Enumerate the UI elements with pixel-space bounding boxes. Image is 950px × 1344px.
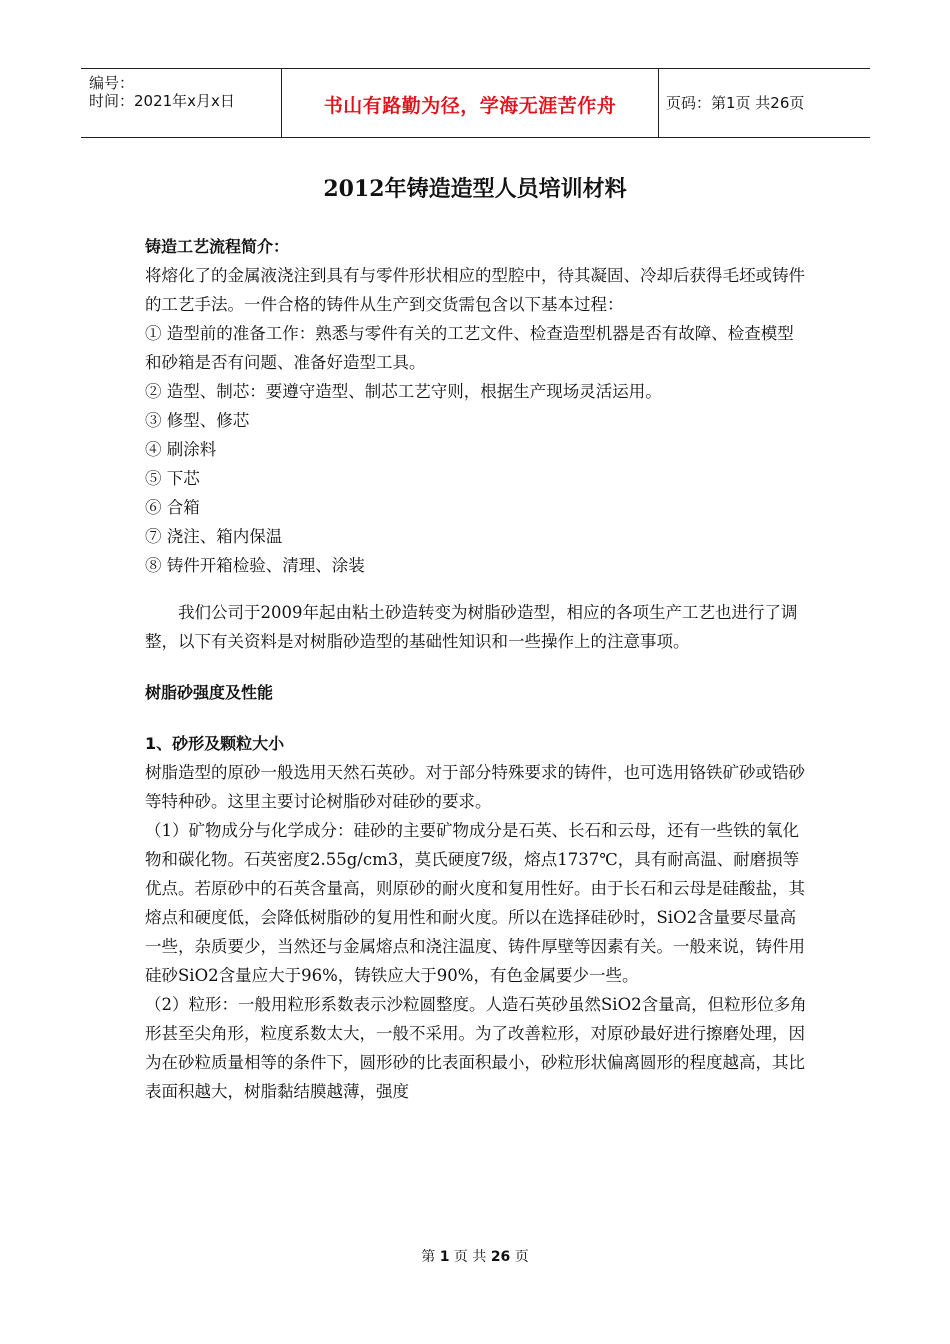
sub-heading-sand-shape: 1、砂形及颗粒大小 xyxy=(145,734,285,753)
time-label: 时间：2021年x月x日 xyxy=(89,92,235,110)
header-motto-cell xyxy=(281,69,659,137)
process-step: ② 造型、制芯：要遵守造型、制芯工艺守则，根据生产现场灵活运用。 xyxy=(145,382,662,401)
process-step: ⑥ 合箱 xyxy=(145,498,200,517)
process-step: ① 造型前的准备工作：熟悉与零件有关的工艺文件、检查造型机器是否有故障、检查模型和砂箱是否有问题、准备好造型工具。 xyxy=(145,324,794,372)
process-step: ⑤ 下芯 xyxy=(145,469,200,488)
number-label: 编号： xyxy=(89,74,135,92)
footer-prefix: 第 xyxy=(421,1249,436,1265)
footer-suffix: 页 xyxy=(514,1249,529,1265)
process-step: ⑦ 浇注、箱内保温 xyxy=(145,527,283,546)
document-header xyxy=(81,68,870,138)
page-footer xyxy=(0,1246,950,1266)
document-body xyxy=(145,232,807,1106)
document-title: 2012年铸造造型人员培训材料 xyxy=(323,176,627,202)
footer-total-pages: 26 xyxy=(490,1249,511,1265)
section-heading-resin-sand: 树脂砂强度及性能 xyxy=(145,683,274,702)
process-step: ③ 修型、修芯 xyxy=(145,411,250,430)
spacer xyxy=(145,580,807,598)
company-note-paragraph: 我们公司于2009年起由粘土砂造转变为树脂砂造型，相应的各项生产工艺也进行了调整，以下有关资料是对树脂砂造型的基础性知识和一些操作上的注意事项。 xyxy=(145,603,798,651)
body-paragraph: （1）矿物成分与化学成分：硅砂的主要矿物成分是石英、长石和云母，还有一些铁的氧化物和碳化物。石英密度2.55g/cm3，莫氏硬度7级，熔点1737℃，具有耐高温、耐磨损等优点。若原砂中的石英含量高，则原砂的耐火度和复用性好。由于长石和云母是硅酸盐，其熔点和硬度低，会降低树脂砂的复用性和耐火度。所以在选择硅砂时，SiO2含量要尽量高一些，杂质要少，当然还与金属熔点和浇注温度、铸件厚壁等因素有关。一般来说，铸件用硅砂SiO2含量应大于96%，铸铁应大于90%，有色金属要少一些。 xyxy=(145,821,805,985)
section-heading-process: 铸造工艺流程简介： xyxy=(145,237,290,256)
header-page-cell xyxy=(658,69,870,137)
footer-middle: 页 共 xyxy=(453,1249,487,1265)
page-info: 页码：第1页 共26页 xyxy=(666,94,805,112)
spacer xyxy=(145,707,807,729)
body-paragraph: 树脂造型的原砂一般选用天然石英砂。对于部分特殊要求的铸件，也可选用铬铁矿砂或锆砂等特种砂。这里主要讨论树脂砂对硅砂的要求。 xyxy=(145,763,805,811)
process-step: ④ 刷涂料 xyxy=(145,440,217,459)
process-intro-paragraph: 将熔化了的金属液浇注到具有与零件形状相应的型腔中，待其凝固、冷却后获得毛坯或铸件的工艺手法。一件合格的铸件从生产到交货需包含以下基本过程： xyxy=(145,266,805,314)
footer-page-number: 1 xyxy=(439,1249,450,1265)
spacer xyxy=(145,656,807,678)
header-left-cell xyxy=(81,69,281,137)
body-paragraph: （2）粒形：一般用粒形系数表示沙粒圆整度。人造石英砂虽然SiO2含量高，但粒形位多角形甚至尖角形，粒度系数太大，一般不采用。为了改善粒形，对原砂最好进行擦磨处理，因为在砂粒质量相等的条件下，圆形砂的比表面积最小，砂粒形状偏离圆形的程度越高，其比表面积越大，树脂黏结膜越薄，强度 xyxy=(145,995,807,1101)
process-step: ⑧ 铸件开箱检验、清理、涂装 xyxy=(145,556,365,575)
motto-text: 书山有路勤为径，学海无涯苦作舟 xyxy=(323,95,617,117)
